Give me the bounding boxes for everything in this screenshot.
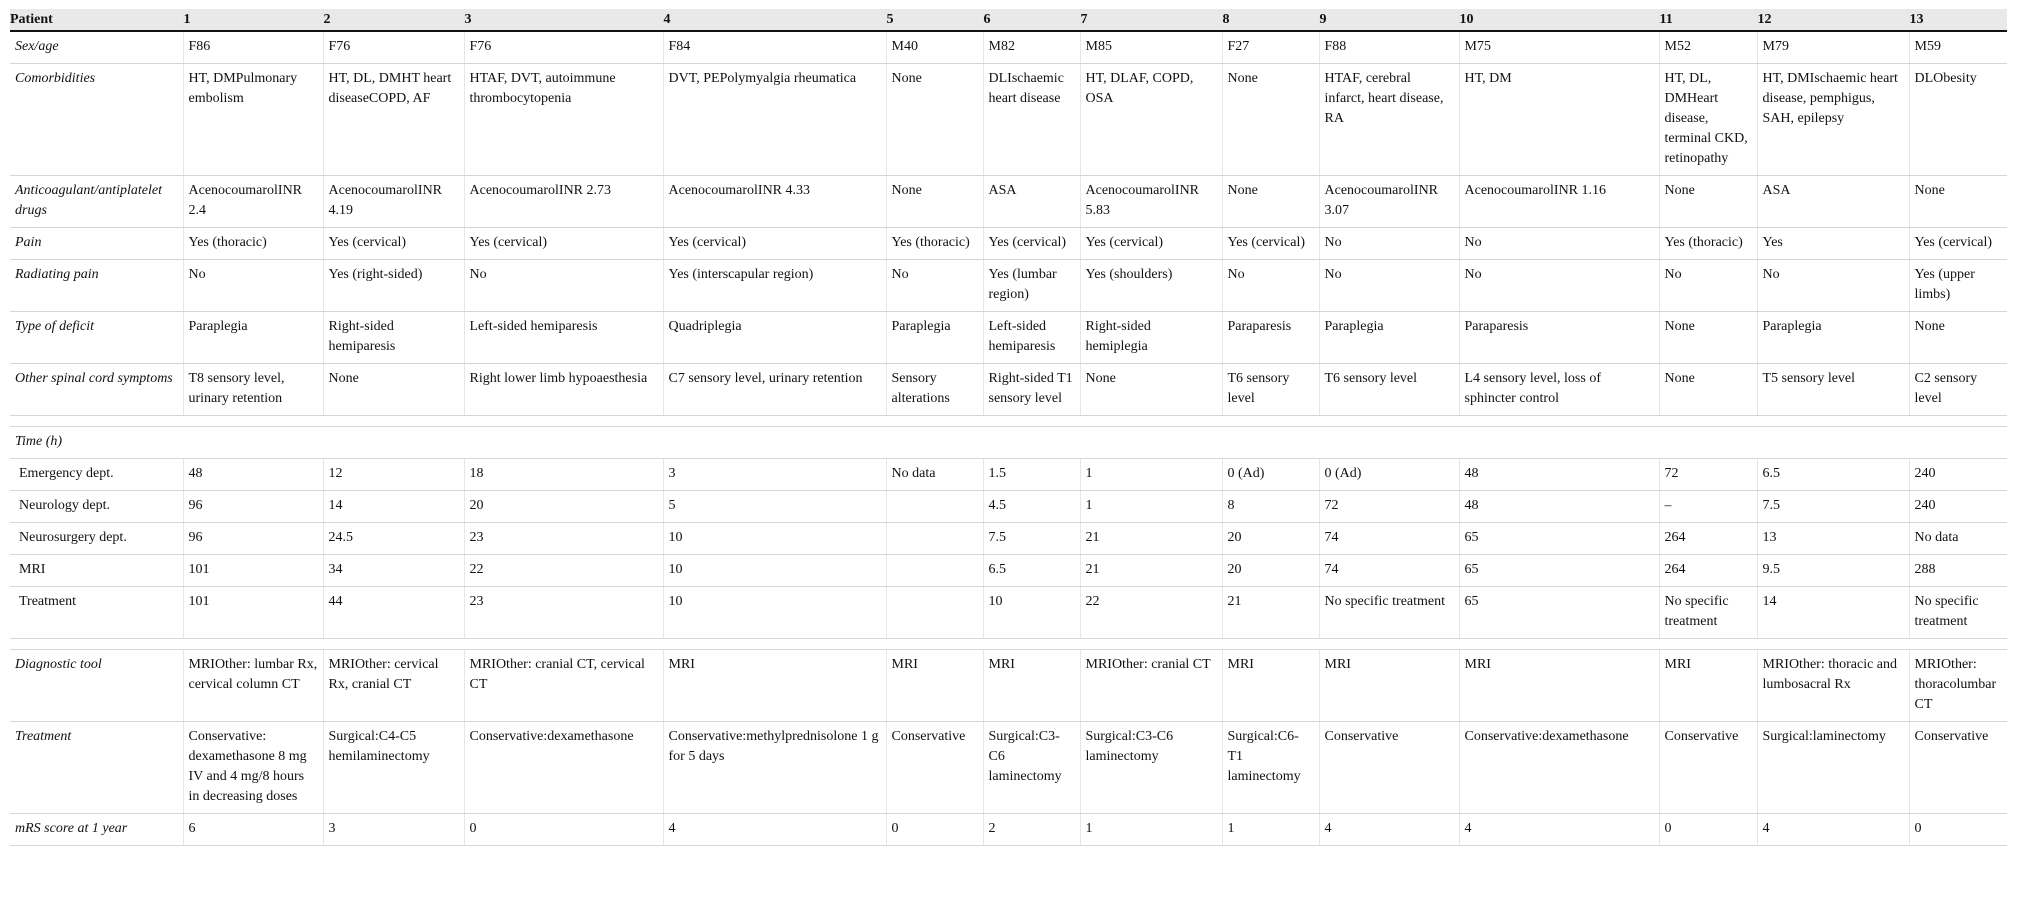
row-label: Emergency dept. <box>10 459 183 491</box>
table-cell: No data <box>1909 523 2007 555</box>
header-label: Patient <box>10 9 183 31</box>
row-time-mri <box>10 555 2007 587</box>
table-cell: HT, DM <box>1459 64 1659 176</box>
table-cell: M82 <box>983 31 1080 64</box>
row-time-neurosurgery <box>10 523 2007 555</box>
row-label: Radiating pain <box>10 260 183 312</box>
table-cell: 3 <box>323 814 464 846</box>
table-cell: No data <box>886 459 983 491</box>
table-cell <box>886 491 983 523</box>
table-cell: 10 <box>663 587 886 639</box>
table-cell: 72 <box>1319 491 1459 523</box>
table-cell: 44 <box>323 587 464 639</box>
row-comorbidities <box>10 64 2007 176</box>
table-cell: M59 <box>1909 31 2007 64</box>
table-cell: Conservative:dexamethasone <box>1459 722 1659 814</box>
table-cell: MRI <box>1659 650 1757 722</box>
table-cell: MRIOther: cervical Rx, cranial CT <box>323 650 464 722</box>
row-label: Neurosurgery dept. <box>10 523 183 555</box>
row-pain <box>10 228 2007 260</box>
row-label: Neurology dept. <box>10 491 183 523</box>
table-cell: 74 <box>1319 523 1459 555</box>
table-cell: 0 (Ad) <box>1319 459 1459 491</box>
table-cell: Conservative:methylprednisolone 1 g for 5 days <box>663 722 886 814</box>
row-label: Diagnostic tool <box>10 650 183 722</box>
table-cell: 23 <box>464 523 663 555</box>
table-cell: MRI <box>1459 650 1659 722</box>
row-type-of-deficit <box>10 312 2007 364</box>
table-cell: None <box>1222 176 1319 228</box>
table-cell: T6 sensory level <box>1319 364 1459 416</box>
table-cell: 22 <box>1080 587 1222 639</box>
table-cell: Quadriplegia <box>663 312 886 364</box>
table-cell: AcenocoumarolINR 5.83 <box>1080 176 1222 228</box>
row-time-neurology <box>10 491 2007 523</box>
row-other-symptoms <box>10 364 2007 416</box>
table-cell: F84 <box>663 31 886 64</box>
table-cell: 18 <box>464 459 663 491</box>
table-cell: No <box>464 260 663 312</box>
row-label: Treatment <box>10 587 183 639</box>
header-row <box>10 9 2007 31</box>
table-cell: 5 <box>663 491 886 523</box>
table-cell: MRI <box>886 650 983 722</box>
row-label: Type of deficit <box>10 312 183 364</box>
table-cell: 7.5 <box>1757 491 1909 523</box>
table-cell: HT, DMPulmonary embolism <box>183 64 323 176</box>
table-cell: 24.5 <box>323 523 464 555</box>
table-cell: No specific treatment <box>1319 587 1459 639</box>
table-cell: No <box>1222 260 1319 312</box>
table-cell: Conservative <box>1659 722 1757 814</box>
table-cell: 0 <box>1659 814 1757 846</box>
table-cell: L4 sensory level, loss of sphincter control <box>1459 364 1659 416</box>
row-label: Anticoagulant/antiplatelet drugs <box>10 176 183 228</box>
table-cell: AcenocoumarolINR 2.4 <box>183 176 323 228</box>
table-cell: No <box>1319 228 1459 260</box>
table-cell: Paraparesis <box>1459 312 1659 364</box>
table-cell: Sensory alterations <box>886 364 983 416</box>
table-cell: 8 <box>1222 491 1319 523</box>
section-row-time <box>10 427 2007 459</box>
table-cell: Conservative:dexamethasone <box>464 722 663 814</box>
header-patient: 10 <box>1459 9 1659 31</box>
table-cell: 7.5 <box>983 523 1080 555</box>
table-cell: F86 <box>183 31 323 64</box>
table-cell: No <box>1459 260 1659 312</box>
table-cell: C2 sensory level <box>1909 364 2007 416</box>
row-label: Comorbidities <box>10 64 183 176</box>
table-cell: None <box>323 364 464 416</box>
table-cell: ASA <box>983 176 1080 228</box>
table-body <box>10 31 2007 846</box>
table-cell: 72 <box>1659 459 1757 491</box>
table-cell: None <box>886 64 983 176</box>
table-cell: HTAF, cerebral infarct, heart disease, RA <box>1319 64 1459 176</box>
table-cell: None <box>1659 312 1757 364</box>
table-cell: Paraplegia <box>886 312 983 364</box>
table-cell: Left-sided hemiparesis <box>464 312 663 364</box>
header-patient: 13 <box>1909 9 2007 31</box>
table-cell: 65 <box>1459 587 1659 639</box>
table-cell <box>886 523 983 555</box>
spacer-row <box>10 639 2007 650</box>
row-time-emergency <box>10 459 2007 491</box>
table-cell: Yes (thoracic) <box>886 228 983 260</box>
table-cell: Yes (cervical) <box>323 228 464 260</box>
row-time-treatment <box>10 587 2007 639</box>
row-anticoagulant <box>10 176 2007 228</box>
header-patient: 4 <box>663 9 886 31</box>
table-cell: DLObesity <box>1909 64 2007 176</box>
table-cell: 240 <box>1909 491 2007 523</box>
table-cell: Surgical:C3-C6 laminectomy <box>983 722 1080 814</box>
table-cell: AcenocoumarolINR 2.73 <box>464 176 663 228</box>
table-cell: MRI <box>663 650 886 722</box>
table-cell: Paraplegia <box>1319 312 1459 364</box>
table-cell: 9.5 <box>1757 555 1909 587</box>
table-cell: 21 <box>1222 587 1319 639</box>
table-cell: Yes (interscapular region) <box>663 260 886 312</box>
table-cell: HT, DMIschaemic heart disease, pemphigus, SAH, epilepsy <box>1757 64 1909 176</box>
table-cell: None <box>1080 364 1222 416</box>
table-cell: Conservative <box>1909 722 2007 814</box>
header-patient: 2 <box>323 9 464 31</box>
table-cell: 4 <box>1459 814 1659 846</box>
table-cell: Paraparesis <box>1222 312 1319 364</box>
table-cell: None <box>1909 312 2007 364</box>
header-patient: 7 <box>1080 9 1222 31</box>
table-cell: 4.5 <box>983 491 1080 523</box>
table-cell: Surgical:laminectomy <box>1757 722 1909 814</box>
table-cell: 1 <box>1080 491 1222 523</box>
table-cell: MRI <box>1319 650 1459 722</box>
table-cell: MRIOther: thoracic and lumbosacral Rx <box>1757 650 1909 722</box>
row-label: Sex/age <box>10 31 183 64</box>
row-label: mRS score at 1 year <box>10 814 183 846</box>
table-cell: 0 <box>1909 814 2007 846</box>
row-label: Treatment <box>10 722 183 814</box>
table-cell: M40 <box>886 31 983 64</box>
table-cell: None <box>1659 364 1757 416</box>
header-patient: 12 <box>1757 9 1909 31</box>
table-cell: 12 <box>323 459 464 491</box>
spacer-cell <box>10 416 2007 427</box>
table-cell: Surgical:C3-C6 laminectomy <box>1080 722 1222 814</box>
table-cell: 1.5 <box>983 459 1080 491</box>
table-cell: 10 <box>663 523 886 555</box>
table-cell: 101 <box>183 587 323 639</box>
table-cell: F76 <box>323 31 464 64</box>
table-cell: No specific treatment <box>1659 587 1757 639</box>
table-cell: Yes (upper limbs) <box>1909 260 2007 312</box>
table-cell: Paraplegia <box>1757 312 1909 364</box>
table-cell: 3 <box>663 459 886 491</box>
header-patient: 1 <box>183 9 323 31</box>
table-cell: 6 <box>183 814 323 846</box>
table-cell: 2 <box>983 814 1080 846</box>
section-label: Time (h) <box>10 427 2007 459</box>
table-cell: 65 <box>1459 523 1659 555</box>
table-cell: ASA <box>1757 176 1909 228</box>
table-cell: Yes (cervical) <box>983 228 1080 260</box>
table-cell: 10 <box>983 587 1080 639</box>
table-cell: 21 <box>1080 523 1222 555</box>
table-cell: T6 sensory level <box>1222 364 1319 416</box>
table-cell: F27 <box>1222 31 1319 64</box>
table-cell: Yes <box>1757 228 1909 260</box>
table-cell: Yes (cervical) <box>1080 228 1222 260</box>
table-cell: Right-sided hemiplegia <box>1080 312 1222 364</box>
table-cell: 23 <box>464 587 663 639</box>
table-cell: M79 <box>1757 31 1909 64</box>
table-cell: 21 <box>1080 555 1222 587</box>
table-cell: No <box>1659 260 1757 312</box>
table-cell: No <box>183 260 323 312</box>
table-cell: 96 <box>183 491 323 523</box>
table-cell: 0 <box>886 814 983 846</box>
table-cell: – <box>1659 491 1757 523</box>
table-cell: 6.5 <box>1757 459 1909 491</box>
table-cell: 22 <box>464 555 663 587</box>
row-mrs-score <box>10 814 2007 846</box>
table-cell: 264 <box>1659 555 1757 587</box>
table-cell: AcenocoumarolINR 4.19 <box>323 176 464 228</box>
table-cell: 1 <box>1222 814 1319 846</box>
table-cell: None <box>1222 64 1319 176</box>
table-cell: 74 <box>1319 555 1459 587</box>
header-patient: 8 <box>1222 9 1319 31</box>
table-cell: Right-sided T1 sensory level <box>983 364 1080 416</box>
table-cell: None <box>886 176 983 228</box>
table-cell: 34 <box>323 555 464 587</box>
row-diagnostic-tool <box>10 650 2007 722</box>
table-cell: Yes (cervical) <box>1222 228 1319 260</box>
table-cell: Left-sided hemiparesis <box>983 312 1080 364</box>
table-cell: None <box>1909 176 2007 228</box>
header-patient: 3 <box>464 9 663 31</box>
table-cell: F76 <box>464 31 663 64</box>
table-cell: 0 <box>464 814 663 846</box>
row-label: Pain <box>10 228 183 260</box>
table-cell: 48 <box>1459 459 1659 491</box>
table-cell: 65 <box>1459 555 1659 587</box>
spacer-cell <box>10 639 2007 650</box>
table-cell: MRI <box>1222 650 1319 722</box>
header-patient: 6 <box>983 9 1080 31</box>
table-cell: Yes (cervical) <box>1909 228 2007 260</box>
table-cell: 0 (Ad) <box>1222 459 1319 491</box>
table-cell: T8 sensory level, urinary retention <box>183 364 323 416</box>
table-cell: M85 <box>1080 31 1222 64</box>
table-cell: AcenocoumarolINR 4.33 <box>663 176 886 228</box>
table-cell: 4 <box>1757 814 1909 846</box>
table-cell: 20 <box>464 491 663 523</box>
row-radiating-pain <box>10 260 2007 312</box>
table-cell: Surgical:C4-C5 hemilaminectomy <box>323 722 464 814</box>
table-cell: MRIOther: cranial CT <box>1080 650 1222 722</box>
table-cell: Yes (cervical) <box>663 228 886 260</box>
table-cell: 288 <box>1909 555 2007 587</box>
table-cell: 4 <box>1319 814 1459 846</box>
table-cell: C7 sensory level, urinary retention <box>663 364 886 416</box>
table-cell: 96 <box>183 523 323 555</box>
table-cell: Conservative <box>1319 722 1459 814</box>
table-cell: Surgical:C6-T1 laminectomy <box>1222 722 1319 814</box>
table-cell: MRIOther: cranial CT, cervical CT <box>464 650 663 722</box>
table-cell: Yes (thoracic) <box>1659 228 1757 260</box>
table-cell: 240 <box>1909 459 2007 491</box>
table-cell: Paraplegia <box>183 312 323 364</box>
table-cell <box>886 555 983 587</box>
table-cell: HT, DL, DMHT heart diseaseCOPD, AF <box>323 64 464 176</box>
header-patient: 9 <box>1319 9 1459 31</box>
header-patient: 5 <box>886 9 983 31</box>
table-cell: 101 <box>183 555 323 587</box>
table-cell: 1 <box>1080 814 1222 846</box>
table-cell: DVT, PEPolymyalgia rheumatica <box>663 64 886 176</box>
table-cell <box>886 587 983 639</box>
table-cell: DLIschaemic heart disease <box>983 64 1080 176</box>
header-patient: 11 <box>1659 9 1757 31</box>
table-cell: Yes (right-sided) <box>323 260 464 312</box>
row-sex-age <box>10 31 2007 64</box>
row-treatment <box>10 722 2007 814</box>
table-cell: No <box>1319 260 1459 312</box>
table-cell: 4 <box>663 814 886 846</box>
table-cell: 48 <box>183 459 323 491</box>
table-cell: Yes (shoulders) <box>1080 260 1222 312</box>
table-cell: No <box>886 260 983 312</box>
table-cell: Conservative: dexamethasone 8 mg IV and 4 mg/8 hours in decreasing doses <box>183 722 323 814</box>
row-label: MRI <box>10 555 183 587</box>
table-cell: MRIOther: lumbar Rx, cervical column CT <box>183 650 323 722</box>
table-wrapper <box>10 9 2007 846</box>
table-cell: 14 <box>323 491 464 523</box>
table-cell: 14 <box>1757 587 1909 639</box>
table-cell: HT, DL, DMHeart disease, terminal CKD, retinopathy <box>1659 64 1757 176</box>
table-cell: 6.5 <box>983 555 1080 587</box>
table-cell: No specific treatment <box>1909 587 2007 639</box>
table-cell: HTAF, DVT, autoimmune thrombocytopenia <box>464 64 663 176</box>
table-cell: Yes (cervical) <box>464 228 663 260</box>
table-cell: Right-sided hemiparesis <box>323 312 464 364</box>
row-label: Other spinal cord symptoms <box>10 364 183 416</box>
table-cell: Right lower limb hypoaesthesia <box>464 364 663 416</box>
table-cell: AcenocoumarolINR 1.16 <box>1459 176 1659 228</box>
patient-data-table <box>10 9 2007 846</box>
table-cell: F88 <box>1319 31 1459 64</box>
table-cell: 48 <box>1459 491 1659 523</box>
table-cell: 13 <box>1757 523 1909 555</box>
table-cell: AcenocoumarolINR 3.07 <box>1319 176 1459 228</box>
table-cell: Yes (lumbar region) <box>983 260 1080 312</box>
table-cell: MRIOther: thoracolumbar CT <box>1909 650 2007 722</box>
table-cell: MRI <box>983 650 1080 722</box>
table-cell: None <box>1659 176 1757 228</box>
table-cell: Conservative <box>886 722 983 814</box>
table-cell: 10 <box>663 555 886 587</box>
table-cell: M52 <box>1659 31 1757 64</box>
table-cell: No <box>1459 228 1659 260</box>
table-cell: Yes (thoracic) <box>183 228 323 260</box>
table-cell: No <box>1757 260 1909 312</box>
table-cell: T5 sensory level <box>1757 364 1909 416</box>
table-cell: 264 <box>1659 523 1757 555</box>
table-cell: HT, DLAF, COPD, OSA <box>1080 64 1222 176</box>
table-cell: 1 <box>1080 459 1222 491</box>
spacer-row <box>10 416 2007 427</box>
table-cell: M75 <box>1459 31 1659 64</box>
table-cell: 20 <box>1222 523 1319 555</box>
table-cell: 20 <box>1222 555 1319 587</box>
